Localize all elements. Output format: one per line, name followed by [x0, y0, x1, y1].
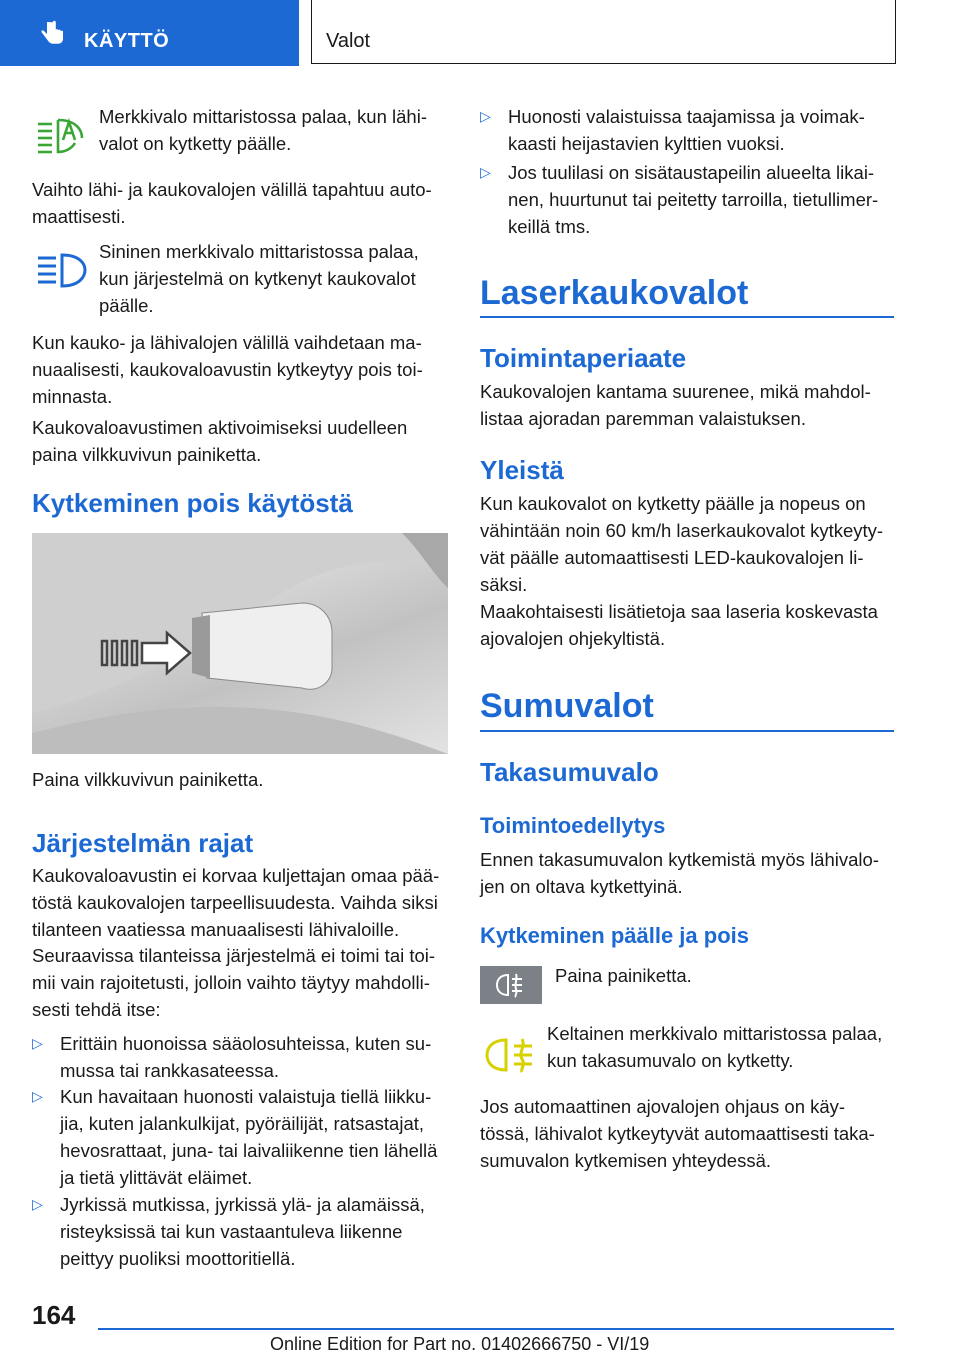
- text-line: jia, kuten jalankulkijat, pyöräilijät, ratsastajat,: [60, 1113, 425, 1134]
- list-item: [480, 159, 878, 240]
- list-item-text: [60, 1191, 425, 1272]
- section-heading: Takasumuvalo: [480, 757, 659, 787]
- text-line: Keltainen merkkivalo mittaristossa palaa,: [547, 1023, 883, 1044]
- text-line: paina vilkkuvivun painiketta.: [32, 444, 262, 465]
- text-line: nen, huurtunut tai peitetty tarroilla, tietullimer-: [508, 189, 879, 210]
- section-heading: Yleistä: [480, 455, 564, 485]
- text-line: Erittäin huonoissa sääolosuhteissa, kuten su-: [60, 1033, 432, 1054]
- turn-signal-lever-photo: [32, 533, 448, 754]
- lever-illustration: [32, 533, 448, 754]
- chapter-heading: Sumuvalot: [480, 687, 654, 725]
- page-title: Valot: [326, 30, 371, 52]
- text-line: Kaukovalojen kantama suurenee, mikä mahdol-: [480, 381, 871, 402]
- text-line: listaa ajoradan paremman valaistuksen.: [480, 408, 806, 429]
- text-line: vät päälle automaattisesti LED-kaukovalojen li-: [480, 547, 864, 568]
- chapter-heading: Laserkaukovalot: [480, 274, 749, 312]
- text-line: kun takasumuvalo on kytketty.: [547, 1050, 794, 1071]
- text-line: Kaukovaloavustin ei korvaa kuljettajan omaa pää-: [32, 865, 440, 886]
- text-line: ja tietä ylittävät eläimet.: [60, 1167, 253, 1188]
- paragraph: [32, 329, 423, 410]
- bullet-triangle-icon: ▷: [32, 1088, 43, 1104]
- text-line: Huonosti valaistuissa taajamissa ja voimak-: [508, 106, 865, 127]
- text-line: päälle.: [99, 295, 154, 316]
- text-line: Jos tuulilasi on sisätaustapeilin alueelta likai-: [508, 162, 875, 183]
- text-line: Ennen takasumuvalon kytkemistä myös lähivalo-: [480, 849, 879, 870]
- section-heading: Toimintaperiaate: [480, 343, 687, 373]
- bullet-triangle-icon: ▷: [480, 164, 491, 180]
- footer-rule: [98, 1328, 894, 1330]
- text-line: Kun havaitaan huonosti valaistuja tiellä liikku-: [60, 1086, 432, 1107]
- text-line: tössä, lähivalot kytkeytyvät automaattisesti taka-: [480, 1123, 875, 1144]
- text-line: mussa tai rankkasateessa.: [60, 1060, 280, 1081]
- text-line: sumuvalon kytkemisen yhteydessä.: [480, 1150, 771, 1171]
- text-line: Merkkivalo mittaristossa palaa, kun lähi-: [99, 106, 427, 127]
- paragraph: [480, 846, 879, 900]
- paragraph: [480, 490, 883, 598]
- header-title-frame: [311, 0, 896, 64]
- bullet-triangle-icon: ▷: [32, 1196, 43, 1212]
- text-line: Kun kauko- ja lähivalojen välillä vaihdetaan ma-: [32, 332, 422, 353]
- text-line: Kun kaukovalot on kytketty päälle ja nopeus on: [480, 493, 866, 514]
- list-item: [32, 1083, 437, 1191]
- list-item: [32, 1030, 431, 1084]
- section-heading: Järjestelmän rajat: [32, 828, 254, 858]
- yellow-indicator-text: [547, 1020, 882, 1074]
- text-line: hevosrattaat, juna- tai laivaliikenne tien lähellä: [60, 1140, 438, 1161]
- text-line: ajovalojen ohjekyltistä.: [480, 628, 666, 649]
- paragraph: [32, 862, 439, 943]
- list-item: [480, 103, 865, 157]
- text-line: sesti tehdä itse:: [32, 999, 161, 1020]
- text-line: kaasti heijastavien kylttien vuoksi.: [508, 133, 785, 154]
- high-beam-indicator-text: [99, 238, 419, 319]
- bullet-triangle-icon: ▷: [480, 108, 491, 124]
- instruction-text: Paina painiketta.: [555, 965, 692, 986]
- text-line: peittyy puoliksi moottoritiellä.: [60, 1248, 296, 1269]
- high-beam-icon: [36, 252, 88, 290]
- list-item-text: [60, 1083, 437, 1191]
- list-item-text: [60, 1030, 431, 1084]
- text-line: keillä tms.: [508, 216, 591, 237]
- text-line: tilanteen vaatiessa manuaalisesti lähivaloille.: [32, 919, 400, 940]
- text-line: Jos automaattinen ajovalojen ohjaus on käy-: [480, 1096, 846, 1117]
- list-item-text: [508, 159, 878, 240]
- text-line: Sininen merkkivalo mittaristossa palaa,: [99, 241, 419, 262]
- text-line: Seuraavissa tilanteissa järjestelmä ei toimi tai toi-: [32, 945, 436, 966]
- text-line: valot on kytketty päälle.: [99, 133, 292, 154]
- heading-rule: [480, 316, 894, 318]
- text-line: Maakohtaisesti lisätietoja saa laseria koskevasta: [480, 601, 878, 622]
- text-line: maattisesti.: [32, 206, 126, 227]
- text-line: Jyrkissä mutkissa, jyrkissä ylä- ja alamäissä,: [60, 1194, 425, 1215]
- text-line: risteyksissä tai kun vastaantuleva liikenne: [60, 1221, 403, 1242]
- photo-caption: Paina vilkkuvivun painiketta.: [32, 769, 264, 790]
- paragraph: [32, 942, 435, 1023]
- paragraph: [480, 598, 878, 652]
- low-beam-indicator-text: [99, 103, 427, 157]
- section-tab: [0, 0, 299, 66]
- rear-fog-indicator-icon: [484, 1035, 536, 1075]
- page-number: 164: [32, 1300, 76, 1330]
- paragraph: [32, 414, 407, 468]
- section-label: KÄYTTÖ: [84, 30, 170, 52]
- paragraph: [32, 176, 432, 230]
- text-line: mii vain rajoitetusti, jolloin vaihto täytyy mahdolli-: [32, 972, 430, 993]
- text-line: säksi.: [480, 574, 528, 595]
- rear-fog-light-button: [480, 966, 542, 1004]
- footer-edition: Online Edition for Part no. 01402666750 - VI/19: [270, 1334, 650, 1354]
- paragraph: [480, 1093, 875, 1174]
- text-line: kun järjestelmä on kytkenyt kaukovalot: [99, 268, 416, 289]
- text-line: töstä kaukovalojen tarpeellisuudesta. Vaihda siksi: [32, 892, 438, 913]
- subsection-heading: Kytkeminen päälle ja pois: [480, 923, 749, 948]
- section-heading: Kytkeminen pois käytöstä: [32, 488, 353, 518]
- automatic-low-beam-icon: [36, 116, 86, 156]
- text-line: Kaukovaloavustimen aktivoimiseksi uudelleen: [32, 417, 408, 438]
- text-line: nuaalisesti, kaukovaloavustin kytkeytyy pois toi-: [32, 359, 423, 380]
- text-line: Vaihto lähi- ja kaukovalojen välillä tapahtuu auto-: [32, 179, 432, 200]
- rear-fog-light-icon: [480, 966, 542, 1004]
- list-item-text: [508, 103, 865, 157]
- bullet-triangle-icon: ▷: [32, 1035, 43, 1051]
- paragraph: [480, 378, 871, 432]
- text-line: jen on oltava kytkettyinä.: [480, 876, 683, 897]
- hand-pointer-icon: [38, 18, 68, 48]
- list-item: [32, 1191, 425, 1272]
- text-line: vähintään noin 60 km/h laserkaukovalot kytkeyty-: [480, 520, 884, 541]
- heading-rule: [480, 730, 894, 732]
- text-line: minnasta.: [32, 386, 113, 407]
- subsection-heading: Toimintoedellytys: [480, 813, 666, 838]
